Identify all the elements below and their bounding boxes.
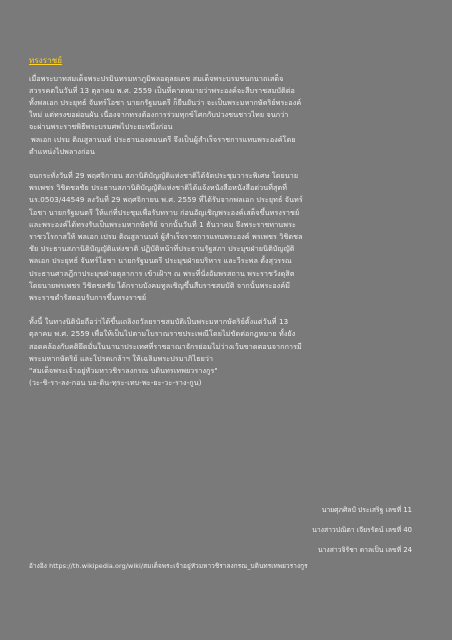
paragraph-line: ใหม่ แต่ทรงขอผ่อนผัน เนื่องจากทรงต้องการร่วมทุกข์โศกกับปวงชนชาวไทย จนกว่า <box>29 110 289 120</box>
paragraph-line: และพระองค์ได้ทรงรับเป็นพระมหากษัตริย์ จากนั้นวันที่ 1 ธันวาคม จึงพระราชทานพระ <box>29 219 296 229</box>
paragraph-2 <box>29 170 412 304</box>
author-line: นายศุภศิลป์ ประเสริฐ เลขที่ 11 <box>321 506 412 514</box>
paragraph-line: จะผ่านพระราชพิธีพระบรมศพไประยะหนึ่งก่อน <box>29 122 173 132</box>
paragraph-line: พระมหากษัตริย์ และโปรดเกล้าฯ ให้เฉลิมพระปรมาภิไธยว่า <box>29 353 214 363</box>
royal-name-quote <box>29 365 412 389</box>
paragraph-line: สวรรคตในวันที่ 13 ตุลาคม พ.ศ. 2559 เป็นที่คาดหมายว่าพระองค์จะสืบราชสมบัติต่อ <box>29 85 295 95</box>
pronunciation-line: (วะ-ชิ-รา-ลง-กอน บอ-ดิน-ทฺระ-เทบ-พะ-ยะ-วะ-ราง-กูน) <box>29 378 202 388</box>
paragraph-line: ทั้งนี้ ในทางนิตินัยถือว่าได้ขึ้นเถลิงถวัลยราชสมบัติเป็นพระมหากษัตริย์ตั้งแต่วันที่ 13 <box>29 317 289 327</box>
author-line: นางสาวปณิตา เจียรรัตน์ เลขที่ 40 <box>312 526 412 534</box>
paragraph-3 <box>29 316 412 365</box>
paragraph-1 <box>29 73 412 158</box>
reference-label: อ้างอิง <box>29 562 48 570</box>
paragraph-line: ราชวโรกาสให้ พลเอก เปรม ติณสูลานนท์ ผู้สำเร็จราชการแทนพระองค์ พรเพชร วิชิตชล <box>29 232 303 242</box>
paragraph-line: ตำแหน่งไปพลางก่อน <box>29 146 95 156</box>
paragraph-line: จนกระทั่งวันที่ 29 พฤศจิกายน สภานิติบัญญัติแห่งชาติได้จัดประชุมวาระพิเศษ โดยนาย <box>29 171 299 181</box>
quote-line: "สมเด็จพระเจ้าอยู่หัวมหาวชิราลงกรณ บดินทรเทพยวรางกูร" <box>29 366 218 376</box>
section-title: ทรงราชย์ <box>29 56 63 65</box>
paragraph-line: โดยนายพรเพชร วิชิตชลชัย ได้กราบบังคมทูลเชิญขึ้นสืบราชสมบัติ จากนั้นพระองค์มี <box>29 280 291 290</box>
paragraph-line: ประธานศาลฎีกาประมุขฝ่ายตุลาการ เข้าเฝ้าฯ ณ พระที่นั่งอัมพรสถาน พระราชวังดุสิต <box>29 268 295 278</box>
paragraph-line: ตุลาคม พ.ศ. 2559 เพื่อให้เป็นไปตามโบราณราชประเพณีโดยไม่ขัดต่อกฎหมาย ทั้งยัง <box>29 329 296 339</box>
paragraph-line: นร.0503/44549 ลงวันที่ 29 พฤศจิกายน พ.ศ. 2559 ที่ได้รับจากพลเอก ประยุทธ์ จันทร์ <box>29 195 303 205</box>
paragraph-line: สอดคล้องกับคติยึดมั่นในนานาประเทศที่ราชอาณาจักรย่อมไม่ว่างเว้นขาดตอนจากการมี <box>29 341 302 351</box>
paragraph-line: เมื่อพระบาทสมเด็จพระปรมินทรมหาภูมิพลอดุลยเดช สมเด็จพระบรมชนกนาถเสด็จ <box>29 73 284 83</box>
paragraph-line: พรเพชร วิชิตชลชัย ประธานสภานิติบัญญัติแห่งชาติได้แจ้งหนังสือหนังสือด่วนที่สุดที่ <box>29 183 288 193</box>
paragraph-line: ทั้งพลเอก ประยุทธ์ จันทร์โอชา นายกรัฐมนตรี ก็ยืนยันว่า จะเป็นพระมหากษัตริย์พระองค์ <box>29 98 302 107</box>
paragraph-line: พลเอก ประยุทธ์ จันทร์โอชา นายกรัฐมนตรี ประมุขฝ่ายบริหาร และวีระพล ตั้งสุวรรณ <box>29 256 292 266</box>
paragraph-line: พลเอก เปรม ติณสูลานนท์ ประธานองคมนตรี จึงเป็นผู้สำเร็จราชการแทนพระองค์โดย <box>31 134 296 144</box>
paragraph-line: ชัย ประธานสภานิติบัญญัติแห่งชาติ ปฏิบัติหน้าที่ประธานรัฐสภา ประมุขฝ่ายนิติบัญญัติ <box>29 244 295 254</box>
author-line: นางสาวจิรัชา ดาลเป็น เลขที่ 24 <box>317 546 412 554</box>
paragraph-line: พระราชดำรัสตอบรับการขึ้นทรงราชย์ <box>29 293 147 303</box>
reference <box>29 561 308 571</box>
author-list <box>312 500 412 560</box>
paragraph-line: โอชา นายกรัฐมนตรี ให้แก่ที่ประชุมเพื่อรับทราบ ก่อนอัญเชิญพระองค์เสด็จขึ้นทรงราชย์ <box>29 207 300 217</box>
reference-link[interactable]: https://th.wikipedia.org/wiki/สมเด็จพระเจ้าอยู่หัวมหาวชิราลงกรณ_บดินทรเทพยวรางกูร <box>49 562 308 570</box>
